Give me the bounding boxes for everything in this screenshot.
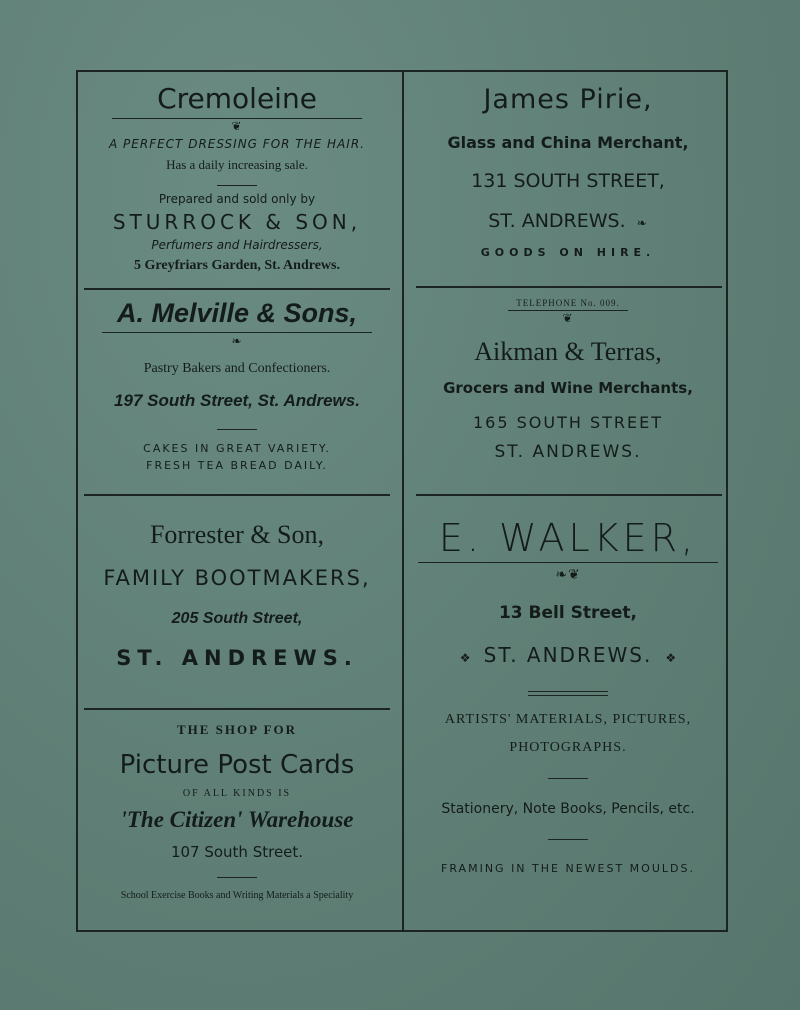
ad-title: Forrester & Son, [149, 520, 325, 549]
ad-forrester [84, 504, 390, 704]
star-icon: ❖ [665, 651, 677, 665]
town-line [412, 643, 724, 667]
title-rule [418, 562, 718, 563]
trade-text: Pastry Bakers and Confectioners. [143, 361, 331, 376]
address-text: 165 SOUTH STREET [472, 413, 663, 432]
address-text: 131 SOUTH STREET, [471, 170, 665, 192]
short-rule [217, 429, 257, 430]
address-text: 5 Greyfriars Garden, St. Andrews. [134, 258, 340, 273]
sale-text: Has a daily increasing sale. [166, 157, 308, 172]
telephone-text: TELEPHONE No. 009. [516, 298, 620, 308]
address-text: 107 South Street. [170, 843, 304, 861]
footer-text: School Exercise Books and Writing Materials a Speciality [120, 890, 354, 901]
trade-text: Grocers and Wine Merchants, [443, 379, 693, 397]
photographs-text: PHOTOGRAPHS. [509, 740, 627, 755]
ornament-icon: ❦ [231, 119, 243, 133]
double-rule [528, 695, 608, 696]
ad-pirie [412, 82, 724, 282]
town-text: ST. ANDREWS. [483, 643, 653, 667]
rule-left-2 [84, 494, 390, 496]
address-text: 205 South Street, [171, 610, 303, 627]
trade-text: FAMILY BOOTMAKERS, [103, 566, 371, 590]
ad-title: Picture Post Cards [119, 750, 355, 780]
warehouse-name: 'The Citizen' Warehouse [120, 807, 354, 832]
trade-text: Perfumers and Hairdressers, [151, 238, 323, 252]
short-rule [548, 839, 588, 840]
tagline: A PERFECT DRESSING FOR THE HAIR. [109, 137, 365, 151]
tea-bread-text: FRESH TEA BREAD DAILY. [146, 459, 328, 472]
ad-title: A. Melville & Sons, [116, 298, 358, 328]
ornament-icon: ❧ [231, 334, 243, 348]
firm-name: STURROCK & SON, [112, 210, 362, 234]
ad-title: James Pirie, [483, 84, 653, 115]
ad-cremoleine [84, 82, 390, 282]
ad-walker [412, 506, 724, 924]
framing-text: FRAMING IN THE NEWEST MOULDS. [441, 862, 695, 875]
short-rule [217, 185, 257, 186]
ad-title: E. WALKER, [438, 516, 698, 560]
artists-text: ARTISTS' MATERIALS, PICTURES, [444, 712, 692, 727]
trade-text: Glass and China Merchant, [447, 133, 689, 152]
rule-right-2 [416, 494, 722, 496]
rule-right-1 [416, 286, 722, 288]
address-text: 197 South Street, St. Andrews. [114, 391, 360, 410]
ad-aikman [412, 294, 724, 490]
column-divider [402, 70, 404, 932]
town-line [412, 210, 724, 232]
short-rule [217, 877, 257, 878]
kinds-text: OF ALL KINDS IS [182, 788, 292, 799]
town-text: ST. ANDREWS. [488, 210, 626, 232]
address-text: 13 Bell Street, [498, 603, 638, 623]
ad-title: Aikman & Terras, [474, 337, 662, 366]
prepared-text: Prepared and sold only by [158, 192, 316, 206]
stationery-text: Stationery, Note Books, Pencils, etc. [441, 801, 695, 817]
rule-left-3 [84, 708, 390, 710]
short-rule [548, 778, 588, 779]
town-text: ST. ANDREWS. [116, 646, 358, 670]
rule-left-1 [84, 288, 390, 290]
variety-text: CAKES IN GREAT VARIETY. [143, 442, 331, 455]
town-text: ST. ANDREWS. [494, 442, 642, 462]
ornament-icon: ❦ [562, 311, 574, 325]
ad-melville [84, 296, 390, 490]
ornament-icon: ❧ [636, 216, 648, 230]
ornament-icon: ❧❦ [555, 567, 581, 583]
hire-text: GOODS ON HIRE. [480, 246, 656, 259]
ad-title: Cremoleine [157, 82, 317, 115]
shop-heading: THE SHOP FOR [176, 722, 298, 737]
ad-citizen [84, 716, 390, 926]
star-icon: ❖ [459, 651, 471, 665]
double-rule [528, 691, 608, 692]
